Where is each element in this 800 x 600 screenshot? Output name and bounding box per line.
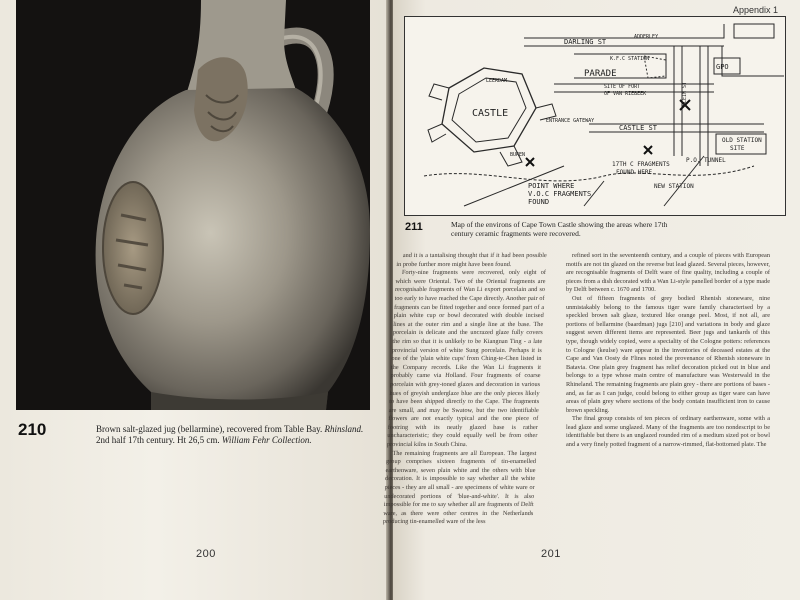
paragraph: Forty-nine fragments were recovered, only eight of which were Oriental. Two of the Oriental fragments are recognisable fragments of Wan Li export porcelain and so too early to have reached the Cape directly. Another pair of fragments can be fitted together and once formed part of a plain white cup or bowl decorated with double incised lines at the outer rim and a single line at the base. The porcelain is delicate and the uncrazed glaze fully covers the rim so that it is unlikely to be Kiangnan Ting - a late provincial version of white Sung porcelain. Perhaps it is one of the 'plain white cups' from Ching-te-Chen listed in the Company records. Like the Wan Li fragments it probably came via Holland. Four fragments of coarse porcelain with grey-toned glazes and decoration in various hues of greyish underglaze blue are the only pieces likely to have been shipped directly to the Cape. The fragments are small, and may be Swatow, but the two identifiable flowers are not exactly typical and the one piece of footring with its neatly glazed base is rather uncharacteristic; they could equally well be from other provincial kilns in South China.	[386, 269, 547, 449]
paragraph: refined sort in the seventeenth century, and a couple of pieces with European motifs are not tin glazed on the reverse but lead glazed. Several pieces, however, are recognisable fragments of Delft ware of fine quality, including a couple of pieces from a dish decorated with a Wan Li-style panelled border of a type made by Delft between c. 1670 and 1700.	[566, 252, 770, 294]
map-label-po-tunnel: P.O. TUNNEL	[686, 157, 726, 164]
caption-line1: Brown salt-glazed jug (bellarmine), recovered from Table Bay.	[96, 424, 323, 434]
caption-line2: 2nd half 17th century. Ht 26,5 cm.	[96, 435, 220, 445]
page-number-right: 201	[541, 548, 561, 560]
caption-line1-italic: Rhinsland.	[324, 424, 364, 434]
body-text-column-2	[566, 252, 770, 552]
figure-caption	[96, 424, 381, 446]
map-label-castle-st: CASTLE ST	[619, 124, 657, 132]
figure-number: 210	[18, 420, 47, 439]
jug-illustration	[16, 0, 370, 410]
map-label-point-where-1: POINT WHERE	[528, 182, 575, 190]
bellarmine-jug-photo	[16, 0, 370, 410]
map-label-leerdam: LEERDAM	[486, 78, 508, 84]
map-label-fragments-1: 17TH C FRAGMENTS	[612, 161, 670, 168]
map-label-buren: BUREN	[510, 152, 526, 158]
map-label-point-where-2: V.O.C FRAGMENTS	[528, 190, 592, 198]
map-label-site-of-fort-2: OF VAN RIEBEEK	[604, 91, 647, 97]
map-label-point-where-3: FOUND	[528, 198, 550, 206]
map-label-site-of-fort: SITE OF FORT	[604, 84, 641, 90]
running-head: Appendix 1	[732, 5, 778, 15]
map-caption	[451, 220, 781, 238]
paragraph: and it is a tantalising thought that if it had been possible in probe further more might have been found.	[396, 252, 547, 268]
map-label-kfc-station: K.F.C STATION	[610, 56, 650, 62]
map-drawing	[404, 16, 786, 216]
paragraph: The remaining fragments are all European. The largest group comprises sixteen fragments of tin-enamelled earthenware, seven plain white and the others with blue decoration. It is impossible to say whether all the white pieces - they are all small - are specimens of white ware or undecorated portions of 'blue-and-white'. It is also impossible for me to say whether all are fragments of Delft ware, as there were other centres in the Netherlands producing tin-enamelled ware of the less	[382, 449, 537, 526]
map-caption-line1: Map of the environs of Cape Town Castle showing the areas where 17th	[451, 220, 668, 229]
map-label-new-station: NEW STATION	[654, 183, 694, 190]
map-label-parade: PARADE	[584, 69, 617, 79]
map-label-plein-st: PLEIN ST	[682, 81, 688, 106]
map-label-castle: CASTLE	[472, 108, 509, 119]
map-label-gpo: GPO	[716, 63, 729, 71]
map-label-adderley: ADDERLEY	[634, 34, 659, 40]
map-label-old-station-2: SITE	[730, 145, 745, 152]
map-label-entrance-gateway: ENTRANCE GATEWAY	[546, 118, 595, 124]
left-page	[0, 0, 388, 600]
map-label-old-station: OLD STATION	[722, 137, 762, 144]
paragraph: The final group consists of ten pieces of ordinary earthenware, some with a lead glaze and some unglazed. Many of the fragments are too nondescript to be identifiable but there is an unglazed rounded rim of a medium sized pot or bowl and a very finely potted fragment of a narrow-rimmed, flat-bottomed plate. The	[566, 415, 770, 449]
paragraph: Out of fifteen fragments of grey bodied Rhenish stoneware, nine unmistakably belong to the famous tiger ware family characterised by a speckled brown salt glaze, textured like orange peel. Most, if not all, are portions of bellarmine (baardman) jugs [210] and variations in body and glaze suggest seven different items are represented. Beer jugs and tankards of this type, though widely copied, were a speciality of the Cologne potters: references to Cologne (keulse) ware appear in the inventories of deceased estates at the Cape and Van Oosty de Flines noted the provenance of Rhenish stoneware in Batavia. One plain grey fragment has relief decoration picked out in blue and belongs to a type whose main centre of manufacture was Westerwald in the Rhineland. The remaining fragments are plain grey - there are portions of bases - and, as far as I can judge, could belong to either group as tiger ware can have areas of plain grey where sections of the body contain insufficient iron to cause brown speckling.	[566, 294, 770, 414]
map-label-darling-st: DARLING ST	[564, 38, 607, 46]
map-figure-number: 211	[405, 221, 423, 233]
map-label-fragments-2: FOUND HERE	[616, 169, 653, 176]
page-number-left: 200	[196, 548, 216, 560]
caption-line2-italic: William Fehr Collection.	[221, 435, 312, 445]
body-text-column-1	[379, 252, 547, 600]
map-caption-line2: century ceramic fragments were recovered.	[451, 229, 581, 238]
castle-map	[404, 16, 786, 216]
